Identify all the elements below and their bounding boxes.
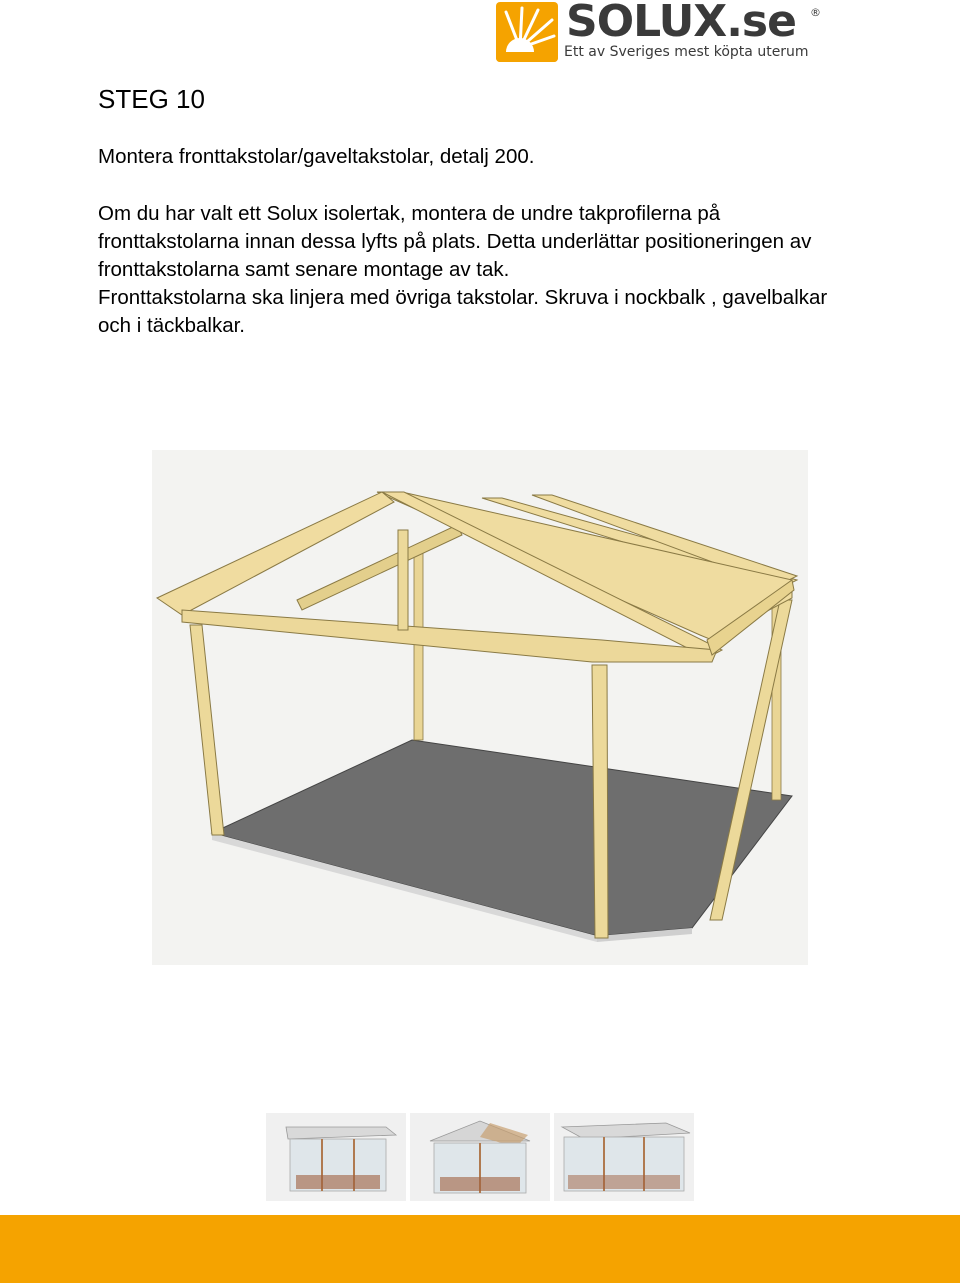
step-heading: STEG 10 bbox=[98, 84, 205, 114]
step-intro: Montera fronttakstolar/gaveltakstolar, detalj 200. bbox=[98, 145, 535, 168]
instruction-paragraph-1: Om du har valt ett Solux isolertak, montera de undre takprofilerna på fronttakstolarna innan dessa lyfts på plats. Detta underlättar positioneringen av fronttakstolarna samt senare montage av tak. bbox=[98, 202, 812, 281]
instructions bbox=[98, 200, 858, 340]
sunroom-extended-roof-thumbnail bbox=[554, 1113, 694, 1201]
sunroom-gable-roof-thumbnail bbox=[410, 1113, 550, 1201]
logo-wordmark: SOLUX.se bbox=[566, 0, 796, 47]
logo-tagline: Ett av Sveriges mest köpta uterum bbox=[564, 44, 809, 60]
sun-logo-icon bbox=[496, 2, 558, 62]
gable-roof-frame-illustration bbox=[152, 450, 808, 965]
sunroom-flat-roof-thumbnail bbox=[266, 1113, 406, 1201]
solux-logo bbox=[496, 2, 826, 64]
instruction-paragraph-2: Fronttakstolarna ska linjera med övriga takstolar. Skruva i nockbalk , gavelbalkar och i täckbalkar. bbox=[98, 286, 828, 337]
footer-bar bbox=[0, 1215, 960, 1283]
thumbnail-strip bbox=[266, 1113, 694, 1201]
registered-mark: ® bbox=[810, 6, 821, 19]
